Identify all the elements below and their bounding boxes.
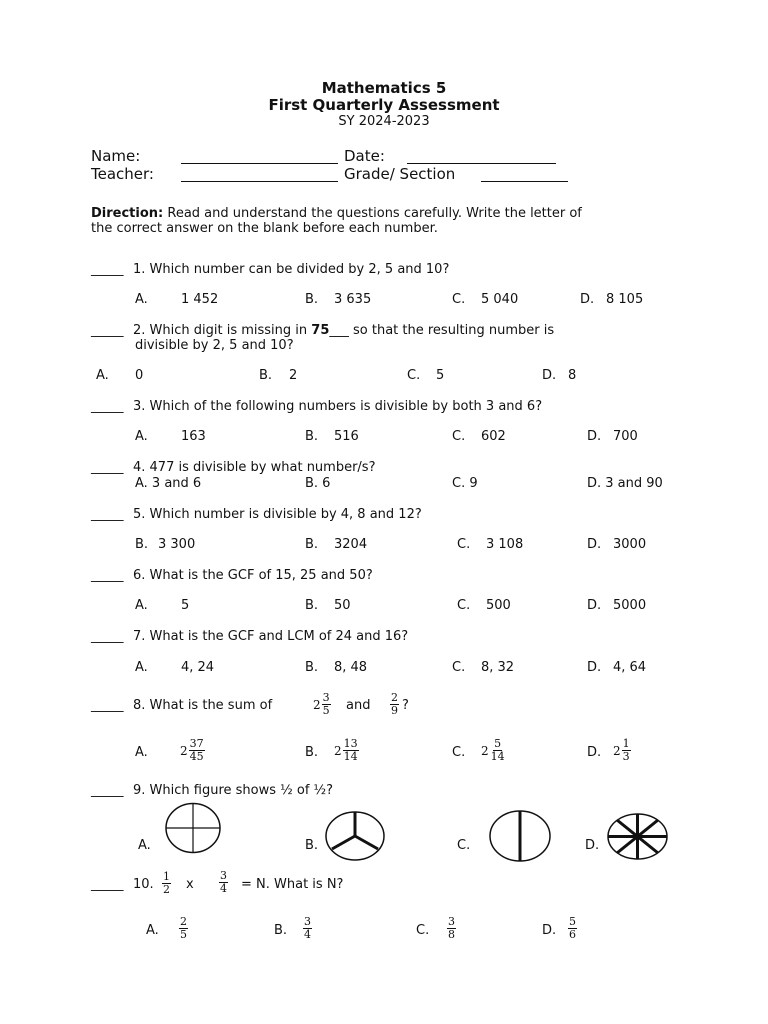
option-letter: C. [452,660,466,675]
grade-section-blank[interactable] [481,181,568,182]
q10-number: 10. [133,877,154,892]
q8-option-b [334,738,359,763]
option-letter: B. [305,429,319,444]
fraction [390,692,399,717]
option-letter: B. [305,537,319,552]
option-value: 8 105 [606,292,644,307]
direction-text: Read and understand the questions carefully. Write the letter of [163,206,582,221]
answer-blank[interactable]: _____ [91,323,124,338]
option-value: 3204 [334,537,368,552]
numerator: 2 [391,691,398,704]
option-value: 3000 [613,537,647,552]
q8-option-a [180,738,205,763]
denominator: 5 [322,704,330,717]
option-letter: A. [96,368,109,383]
question-2 [133,323,554,338]
option-letter: C. [457,537,471,552]
option-letter: C. [452,745,466,760]
option-letter: D. [587,660,602,675]
direction-label: Direction: [91,206,164,221]
q8-fraction-1 [313,692,331,717]
option-letter: B. [305,838,319,853]
fraction [622,738,631,763]
option-letter: A. [146,923,159,938]
option-value: 3 300 [158,537,196,552]
answer-blank[interactable]: _____ [91,783,124,798]
option-value: 8, 32 [481,660,515,675]
whole: 2 [481,743,489,758]
question-9: 9. Which figure shows ½ of ½? [133,783,334,798]
denominator: 45 [189,750,204,763]
denominator: 8 [448,928,455,941]
teacher-label: Teacher: [91,165,154,183]
q10-option-d [568,916,577,941]
denominator: 4 [304,928,311,941]
q8-and: and [346,698,371,713]
name-label: Name: [91,147,141,165]
option-letter: C. [457,838,471,853]
option-letter: A. [135,292,148,307]
option-value: 700 [613,429,638,444]
numerator: 3 [304,915,311,928]
fraction [568,916,577,941]
option-value: 516 [334,429,359,444]
option-value: 5 [181,598,190,613]
option-value: 5000 [613,598,647,613]
numerator: 5 [569,915,576,928]
name-blank[interactable] [181,163,338,164]
option-value: 500 [486,598,511,613]
grade-section-label: Grade/ Section [344,165,456,183]
option-letter: D. [587,745,602,760]
option-letter: D. [587,429,602,444]
denominator: 9 [391,704,398,717]
option-letter: D. [585,838,600,853]
q10-times: x [186,877,194,892]
option-letter: B. [274,923,288,938]
q8-fraction-2 [390,692,399,717]
title-assessment: First Quarterly Assessment [268,96,500,114]
option-value: 2 [289,368,298,383]
denominator: 5 [180,928,187,941]
option-value: 4, 24 [181,660,215,675]
circle-quarters-figure [165,803,222,854]
option-letter: B. [135,537,149,552]
denominator: 4 [220,882,227,895]
q2-number: 75 [311,323,330,338]
q8-option-d [613,738,631,763]
circle-halves-figure [489,810,551,862]
denominator: 14 [490,750,505,763]
option-a: A. 3 and 6 [135,476,202,491]
question-1: 1. Which number can be divided by 2, 5 and 10? [133,262,450,277]
fraction [179,916,188,941]
option-letter: D. [580,292,595,307]
q10-text: = N. What is N? [241,877,344,892]
option-letter: B. [305,745,319,760]
teacher-blank[interactable] [181,181,338,182]
option-c: C. 9 [452,476,478,491]
option-letter: C. [452,292,466,307]
option-value: 4, 64 [613,660,647,675]
option-value: 3 108 [486,537,524,552]
numerator: 1 [163,870,170,883]
option-letter: B. [259,368,273,383]
whole: 2 [613,743,621,758]
numerator: 2 [180,915,187,928]
denominator: 14 [343,750,358,763]
fraction [343,738,359,763]
numerator: 3 [448,915,455,928]
circle-eighths-figure [607,813,668,860]
answer-blank[interactable]: _____ [91,460,124,475]
option-letter: C. [457,598,471,613]
fraction [322,692,331,717]
option-letter: C. [416,923,430,938]
denominator: 2 [163,883,170,896]
answer-blank[interactable]: _____ [91,698,124,713]
question-8-text: 8. What is the sum of [133,698,273,713]
fraction [303,916,312,941]
circle-thirds-figure [325,811,385,861]
q10-option-c [447,916,456,941]
option-b: B. 6 [305,476,331,491]
direction-line-1 [91,206,582,221]
option-letter: D. [542,368,557,383]
numerator: 37 [189,737,204,750]
question-2-line-2: divisible by 2, 5 and 10? [135,338,294,353]
q8-question-mark: ? [402,698,409,713]
q10-fraction-2 [219,870,228,895]
option-d: D. 3 and 90 [587,476,663,491]
numerator: 5 [494,737,502,750]
option-letter: D. [542,923,557,938]
option-letter: B. [305,292,319,307]
answer-blank[interactable]: _____ [91,262,124,277]
fraction [189,738,205,763]
fraction [162,871,171,896]
option-value: 163 [181,429,206,444]
direction-line-2: the correct answer on the blank before each number. [91,221,438,236]
date-label: Date: [344,147,385,165]
option-value: 1 452 [181,292,219,307]
option-value: 8, 48 [334,660,368,675]
whole: 2 [180,743,188,758]
q10-option-b [303,916,312,941]
question-4: 4. 477 is divisible by what number/s? [133,460,376,475]
q2-pre: 2. Which digit is missing in [133,323,312,338]
option-letter: A. [138,838,151,853]
option-value: 5 [436,368,445,383]
option-letter: A. [135,598,148,613]
question-5: 5. Which number is divisible by 4, 8 and 12? [133,507,422,522]
option-letter: A. [135,429,148,444]
q10-option-a [179,916,188,941]
answer-blank[interactable]: _____ [91,568,124,583]
option-value: 602 [481,429,506,444]
date-blank[interactable] [407,163,556,164]
denominator: 6 [569,928,576,941]
question-3: 3. Which of the following numbers is divisible by both 3 and 6? [133,399,543,414]
school-year: SY 2024-2023 [338,114,430,129]
q10-fraction-1 [162,871,171,896]
answer-blank[interactable]: _____ [91,877,124,892]
fraction [490,738,506,763]
option-letter: D. [587,598,602,613]
option-letter: A. [135,660,148,675]
option-letter: A. [135,745,148,760]
answer-blank[interactable]: _____ [91,399,124,414]
option-letter: C. [407,368,421,383]
numerator: 3 [220,869,227,882]
whole: 2 [313,697,321,712]
option-letter: C. [452,429,466,444]
denominator: 3 [622,750,630,763]
title-subject: Mathematics 5 [321,79,447,97]
q8-option-c [481,738,506,763]
answer-blank[interactable]: _____ [91,629,124,644]
question-7: 7. What is the GCF and LCM of 24 and 16? [133,629,409,644]
option-value: 50 [334,598,351,613]
answer-blank[interactable]: _____ [91,507,124,522]
whole: 2 [334,743,342,758]
option-letter: D. [587,537,602,552]
fraction [447,916,456,941]
option-value: 3 635 [334,292,372,307]
option-value: 5 040 [481,292,519,307]
numerator: 1 [622,737,630,750]
option-letter: B. [305,598,319,613]
question-6: 6. What is the GCF of 15, 25 and 50? [133,568,373,583]
numerator: 3 [322,691,330,704]
q2-post: ___ so that the resulting number is [329,323,555,338]
option-value: 0 [135,368,144,383]
option-value: 8 [568,368,577,383]
fraction [219,870,228,895]
option-letter: B. [305,660,319,675]
numerator: 13 [343,737,358,750]
